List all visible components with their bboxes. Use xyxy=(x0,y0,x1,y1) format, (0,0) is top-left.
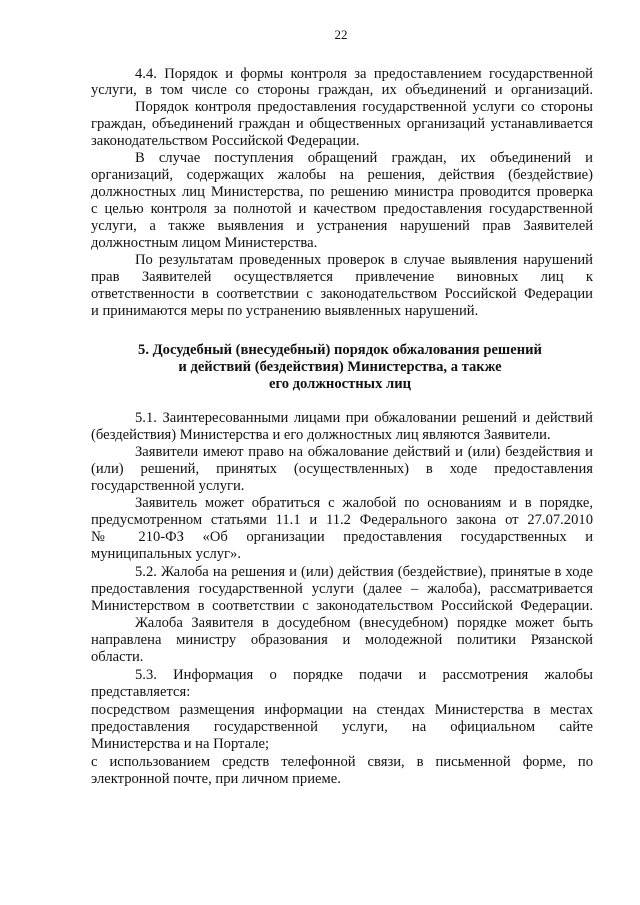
text-line: посредством размещения информации на стендах Министерства в местах xyxy=(91,702,593,718)
text-line: Заявители имеют право на обжалование действий и (или) бездействия и xyxy=(135,444,593,460)
text-line: прав Заявителей осуществляется привлечение виновных лиц к xyxy=(91,269,593,285)
text-line: организаций, содержащих жалобы на решения, действия (бездействие) xyxy=(91,167,593,183)
text-line: должностных лиц Министерства, по решению министра проводится проверка xyxy=(91,184,593,200)
text-line: ответственности в соответствии с законодательством Российской Федерации xyxy=(91,286,593,302)
text-line: В случае поступления обращений граждан, их объединений и xyxy=(135,150,593,166)
section-heading: его должностных лиц xyxy=(268,376,412,392)
text-line: услуги, в том числе со стороны граждан, их объединений и организаций. xyxy=(91,82,593,98)
section-heading: и действий (бездействия) Министерства, а также xyxy=(178,359,502,375)
text-line: 5.1. Заинтересованными лицами при обжаловании решений и действий xyxy=(135,410,593,426)
page-number: 22 xyxy=(334,27,348,42)
text-line: с целью контроля за полнотой и качеством предоставления государственной xyxy=(91,201,593,217)
text-line: с использованием средств телефонной связи, в письменной форме, по xyxy=(91,754,593,770)
text-line: 5.2. Жалоба на решения и (или) действия (бездействие), принятые в ходе xyxy=(135,564,593,580)
text-line: предоставления государственной услуги, на официальном сайте xyxy=(91,719,593,735)
text-line: Заявитель может обратиться с жалобой по основаниям и в порядке, xyxy=(135,495,593,511)
text-line: (или) решений, принятых (осуществленных) в ходе предоставления xyxy=(91,461,593,477)
text-line: предусмотренном статьями 11.1 и 11.2 Федерального закона от 27.07.2010 xyxy=(91,512,593,528)
text-line: № 210-ФЗ «Об организации предоставления государственных и xyxy=(91,529,593,545)
text-line: 4.4. Порядок и формы контроля за предоставлением государственной xyxy=(135,66,593,82)
text-line: законодательством Российской Федерации. xyxy=(91,133,360,149)
text-line: Министерством в соответствии с законодательством Российской Федерации. xyxy=(91,598,593,614)
text-line: Министерства и на Портале; xyxy=(91,736,270,752)
text-line: должностным лицом Министерства. xyxy=(91,235,318,251)
text-line: (бездействия) Министерства и его должностных лиц являются Заявители. xyxy=(91,427,551,443)
text-line: представляется: xyxy=(91,684,191,700)
text-line: государственной услуги. xyxy=(91,478,245,494)
text-line: и принимаются меры по устранению выявленных нарушений. xyxy=(91,303,479,319)
text-line: направлена министру образования и молодежной политики Рязанской xyxy=(91,632,593,648)
text-line: Порядок контроля предоставления государственной услуги со стороны xyxy=(135,99,593,115)
text-line: услуги, а также выявления и устранения нарушений прав Заявителей xyxy=(91,218,593,234)
text-line: муниципальных услуг». xyxy=(91,546,241,562)
text-line: 5.3. Информация о порядке подачи и рассмотрения жалобы xyxy=(135,667,593,683)
text-line: Жалоба Заявителя в досудебном (внесудебном) порядке может быть xyxy=(135,615,593,631)
text-line: граждан, объединений граждан и общественных организаций устанавливается xyxy=(91,116,593,132)
text-line: электронной почте, при личном приеме. xyxy=(91,771,341,787)
text-line: области. xyxy=(91,649,144,665)
text-line: предоставления государственной услуги (далее – жалоба), рассматривается xyxy=(91,581,593,597)
text-line: По результатам проведенных проверок в случае выявления нарушений xyxy=(135,252,593,268)
section-heading: 5. Досудебный (внесудебный) порядок обжалования решений xyxy=(138,342,542,358)
